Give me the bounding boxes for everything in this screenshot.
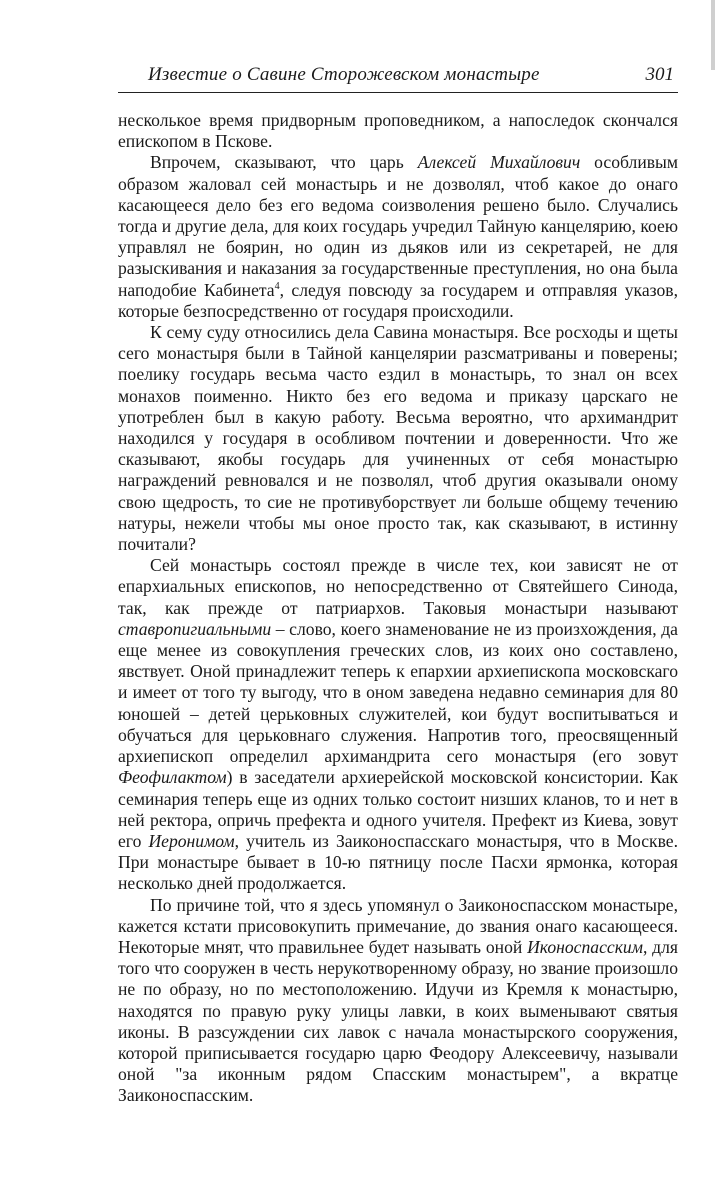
italic-name: Феофилактом (118, 767, 227, 788)
running-title: Известие о Савине Сторожевском монастыре (148, 64, 540, 85)
page-number: 301 (645, 64, 674, 85)
paragraph-4 (118, 555, 678, 894)
text-run: особливым образом жаловал сей монастырь и не дозволял, чтоб какое до онаго касающееся дело без его ведома соизволения решено было. Случались тогда и другие дела, для коих государь учредил Тайную канцелярию, коею управлял не боярин, но один из дьяков или из секретарей, не для разыскивания и наказания за государственные преступления, но она была наподобие Кабинета (118, 152, 678, 300)
italic-name: Иеронимом (148, 830, 235, 851)
page-edge-shadow (711, 0, 715, 70)
paragraph-2 (118, 152, 678, 322)
text-run: По причине той, что я здесь упомянул о Заиконоспасском монастыре, кажется кстати присовокупить примечание, до звания онаго касающееся. Некоторые мнят, что правильнее будет называть оной (118, 894, 678, 957)
text-body (118, 110, 678, 1107)
text-run: , следуя повсюду за государем и отправляя указов, которые безпосредственно от государя происходили. (118, 279, 678, 321)
italic-term: ставропигиальными (118, 618, 272, 639)
text-run: ) в заседатели архиерейской московской консистории. Как семинария теперь еще из одних только состоит низших кланов, то и нет в ней ректора, опричь префекта и одного учителя. Префект из Киева, зовут его (118, 767, 678, 851)
running-head (118, 60, 682, 90)
text-run: , учитель из Заиконоспасскаго монастыря, что в Москве. При монастыре бывает в 10-ю пятницу после Пасхи ярмонка, которая несколько дней продолжается. (118, 830, 678, 894)
italic-term: Иконоспасским (527, 936, 643, 957)
italic-name: Алексей Михайлович (417, 152, 581, 173)
text-run: , для того что сооружен в честь нерукотворенному образу, но звание произошло не по образу, но по местоположению. Идучи из Кремля к монастырю, находятся по правую руку улицы лавки, в коих выменывают святыя иконы. В разсуждении сих лавок с начала монастырского сооружения, которой приписывается государю царю Феодору Алексеевичу, называли оной "за иконным рядом Спасским монастырем", а вкратце Заиконоспасским. (118, 936, 678, 1106)
paragraph-1: несколькое время придворным проповедником, а напоследок скончался епископом в Пскове. (118, 110, 678, 152)
paragraph-3: К сему суду относились дела Савина монастыря. Все росходы и щеты сего монастыря были в Тайной канцелярии разсматриваны и поверены; поелику государь весьма часто ездил в монастырь, то знал он всех монахов поименно. Никто без его ведома и приказу царскаго не употреблен был в какую работу. Весьма вероятно, что архимандрит находился у государя в особливом почтении и доверенности. Что же сказывают, якобы государь для учиненных от себя монастырю награждений ревновался и не позволял, чтоб другия оказывали оному свою щедрость, то сие не противуборствует ли больше общему течению натуры, нежели чтобы мы оное просто так, как сказывают, в истинну почитали? (118, 322, 678, 555)
paragraph-5 (118, 895, 678, 1107)
footnote-marker[interactable]: 4 (274, 280, 280, 292)
header-rule (118, 92, 678, 93)
text-run: – слово, коего знаменование не из произхождения, да еще менее из совокупления греческих слов, из коих оно составлено, явствует. Оной принадлежит теперь к епархии архиепископа московскаго и имеет от того ту выгоду, что в оном заведена недавно семинария для 80 юношей – детей церьковных служителей, кои будут воспитываться и обучаться для церьковнаго служения. Напротив того, преосвященный архиепископ определил архимандрита сего монастыря (его зовут (118, 618, 678, 767)
text-run: Впрочем, сказывают, что царь (150, 152, 418, 173)
text-run: Сей монастырь состоял прежде в числе тех, кои зависят не от епархиальных епископов, но непосредственно от Святейшего Синода, так, как прежде от патриархов. Таковыя монастыри называют (118, 555, 678, 618)
